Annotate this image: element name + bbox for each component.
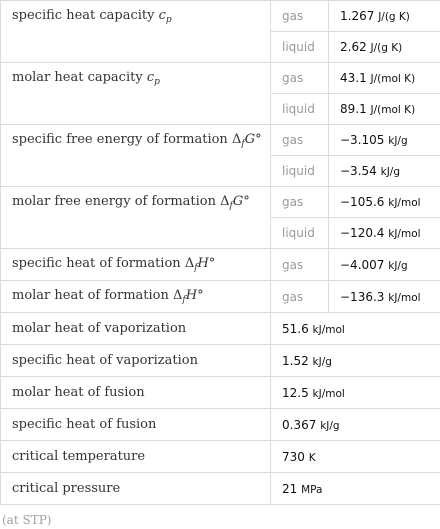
table-row <box>1 441 440 473</box>
phase-label: gas <box>271 187 329 218</box>
table-row <box>1 187 440 218</box>
table-row <box>1 377 440 409</box>
property-value: 21 MPa <box>271 473 440 505</box>
property-label: molar heat of vaporization <box>1 313 271 345</box>
property-label: specific free energy of formation $\Delta_fG^\circ$ <box>1 125 271 187</box>
table-row <box>1 1 440 32</box>
property-value: 43.1 J/(mol K) <box>329 63 440 94</box>
table-row <box>1 473 440 505</box>
table-row <box>1 409 440 441</box>
property-value: 51.6 kJ/mol <box>271 313 440 345</box>
phase-label: liquid <box>271 94 329 125</box>
property-label: specific heat of formation $\Delta_fH^\circ$ <box>1 249 271 281</box>
property-label: specific heat of fusion <box>1 409 271 441</box>
table-row <box>1 249 440 281</box>
phase-label: gas <box>271 63 329 94</box>
property-label: molar heat of formation $\Delta_fH^\circ$ <box>1 281 271 313</box>
phase-label: gas <box>271 281 329 313</box>
property-value: 1.267 J/(g K) <box>329 1 440 32</box>
property-value: 12.5 kJ/mol <box>271 377 440 409</box>
property-label: specific heat of vaporization <box>1 345 271 377</box>
property-value: −3.105 kJ/g <box>329 125 440 156</box>
property-value: 1.52 kJ/g <box>271 345 440 377</box>
property-label: molar heat capacity $c_p$ <box>1 63 271 125</box>
property-value: 2.62 J/(g K) <box>329 32 440 63</box>
phase-label: gas <box>271 249 329 281</box>
property-label: specific heat capacity $c_p$ <box>1 1 271 63</box>
property-value: −105.6 kJ/mol <box>329 187 440 218</box>
property-label: critical temperature <box>1 441 271 473</box>
table-row <box>1 63 440 94</box>
phase-label: gas <box>271 125 329 156</box>
table-row <box>1 345 440 377</box>
phase-label: liquid <box>271 218 329 249</box>
property-value: −136.3 kJ/mol <box>329 281 440 313</box>
table-row <box>1 125 440 156</box>
property-value: 0.367 kJ/g <box>271 409 440 441</box>
property-value: −120.4 kJ/mol <box>329 218 440 249</box>
property-value: 89.1 J/(mol K) <box>329 94 440 125</box>
table-row <box>1 281 440 313</box>
footnote: (at STP) <box>2 513 52 527</box>
property-value: −4.007 kJ/g <box>329 249 440 281</box>
phase-label: gas <box>271 1 329 32</box>
phase-label: liquid <box>271 156 329 187</box>
property-label: molar heat of fusion <box>1 377 271 409</box>
table-row <box>1 313 440 345</box>
property-value: 730 K <box>271 441 440 473</box>
property-label: molar free energy of formation $\Delta_fG^\circ$ <box>1 187 271 249</box>
property-value: −3.54 kJ/g <box>329 156 440 187</box>
phase-label: liquid <box>271 32 329 63</box>
property-label: critical pressure <box>1 473 271 505</box>
